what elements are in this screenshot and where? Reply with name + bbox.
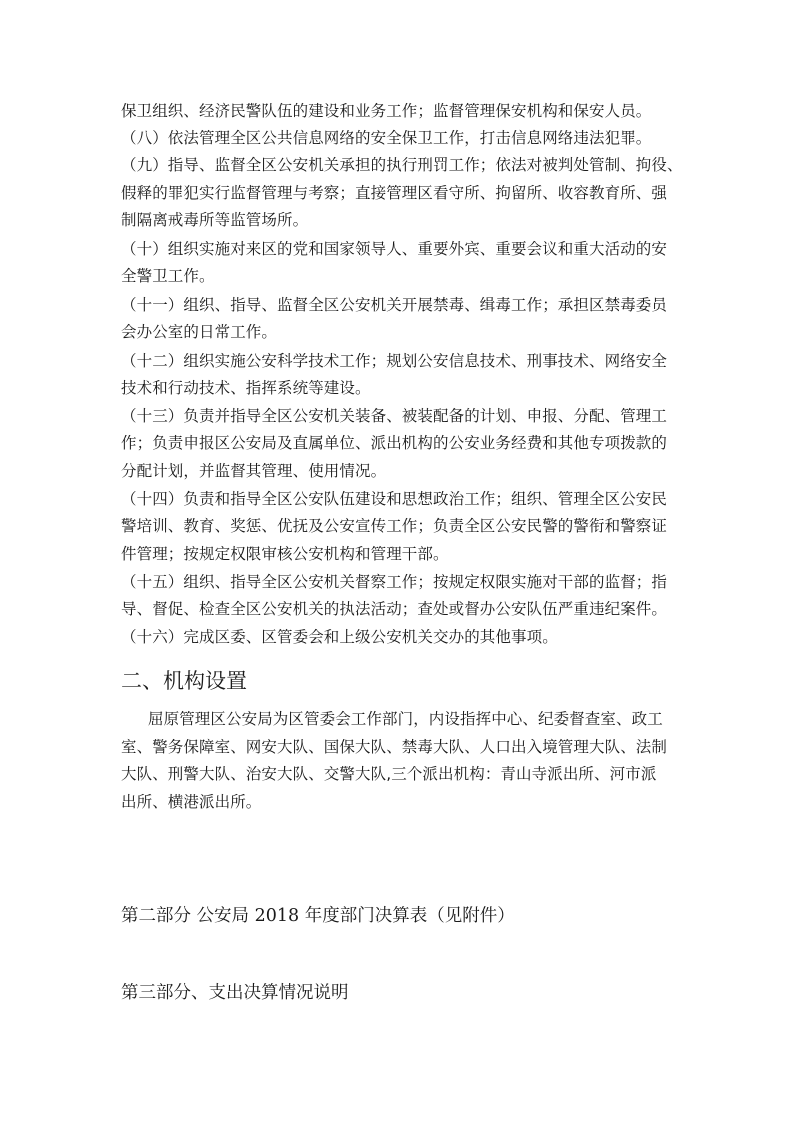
body-line: （十二）组织实施公安科学技术工作；规划公安信息技术、刑事技术、网络安全 <box>121 352 668 370</box>
section-paragraph-line: 屈原管理区公安局为区管委会工作部门，内设指挥中心、纪委督查室、政工 <box>148 710 663 728</box>
body-line: （十四）负责和指导全区公安队伍建设和思想政治工作；组织、管理全区公安民 <box>121 490 668 508</box>
body-line: （十六）完成区委、区管委会和上级公安机关交办的其他事项。 <box>121 628 558 646</box>
body-line: 分配计划，并监督其管理、使用情况。 <box>121 462 387 480</box>
part-two-title: 第二部分 公安局 2018 年度部门决算表（见附件） <box>121 906 515 926</box>
section-heading: 二、机构设置 <box>121 669 247 693</box>
body-line: （十一）组织、指导、监督全区公安机关开展禁毒、缉毒工作；承担区禁毒委员 <box>121 296 668 314</box>
body-line: 制隔离戒毒所等监管场所。 <box>121 211 309 229</box>
section-paragraph-line: 大队、刑警大队、治安大队、交警大队,三个派出机构：青山寺派出所、河市派 <box>121 765 657 783</box>
body-line: 会办公室的日常工作。 <box>121 323 278 341</box>
body-line: （八）依法管理全区公共信息网络的安全保卫工作，打击信息网络违法犯罪。 <box>121 129 652 147</box>
body-line: （十五）组织、指导全区公安机关督察工作；按规定权限实施对干部的监督；指 <box>121 573 668 591</box>
body-line: 件管理；按规定权限审核公安机构和管理干部。 <box>121 545 449 563</box>
section-paragraph-line: 出所、横港派出所。 <box>121 793 262 811</box>
body-line: （十）组织实施对来区的党和国家领导人、重要外宾、重要会议和重大活动的安 <box>121 240 668 258</box>
body-line: （九）指导、监督全区公安机关承担的执行刑罚工作；依法对被判处管制、拘役、 <box>121 156 683 174</box>
body-line: 全警卫工作。 <box>121 267 215 285</box>
section-paragraph-line: 室、警务保障室、网安大队、国保大队、禁毒大队、人口出入境管理大队、法制 <box>121 738 668 756</box>
part-three-title: 第三部分、支出决算情况说明 <box>121 983 349 1003</box>
body-line: （十三）负责并指导全区公安机关装备、被装配备的计划、申报、分配、管理工 <box>121 407 668 425</box>
body-line: 假释的罪犯实行监督管理与考察；直接管理区看守所、拘留所、收容教育所、强 <box>121 184 668 202</box>
body-line: 警培训、教育、奖惩、优抚及公安宣传工作；负责全区公安民警的警衔和警察证 <box>121 517 668 535</box>
body-line: 技术和行动技术、指挥系统等建设。 <box>121 379 371 397</box>
body-line: 导、督促、检查全区公安机关的执法活动；查处或督办公安队伍严重违纪案件。 <box>121 600 668 618</box>
body-line: 保卫组织、经济民警队伍的建设和业务工作；监督管理保安机构和保安人员。 <box>121 102 652 120</box>
body-line: 作；负责申报区公安局及直属单位、派出机构的公安业务经费和其他专项拨款的 <box>121 434 668 452</box>
